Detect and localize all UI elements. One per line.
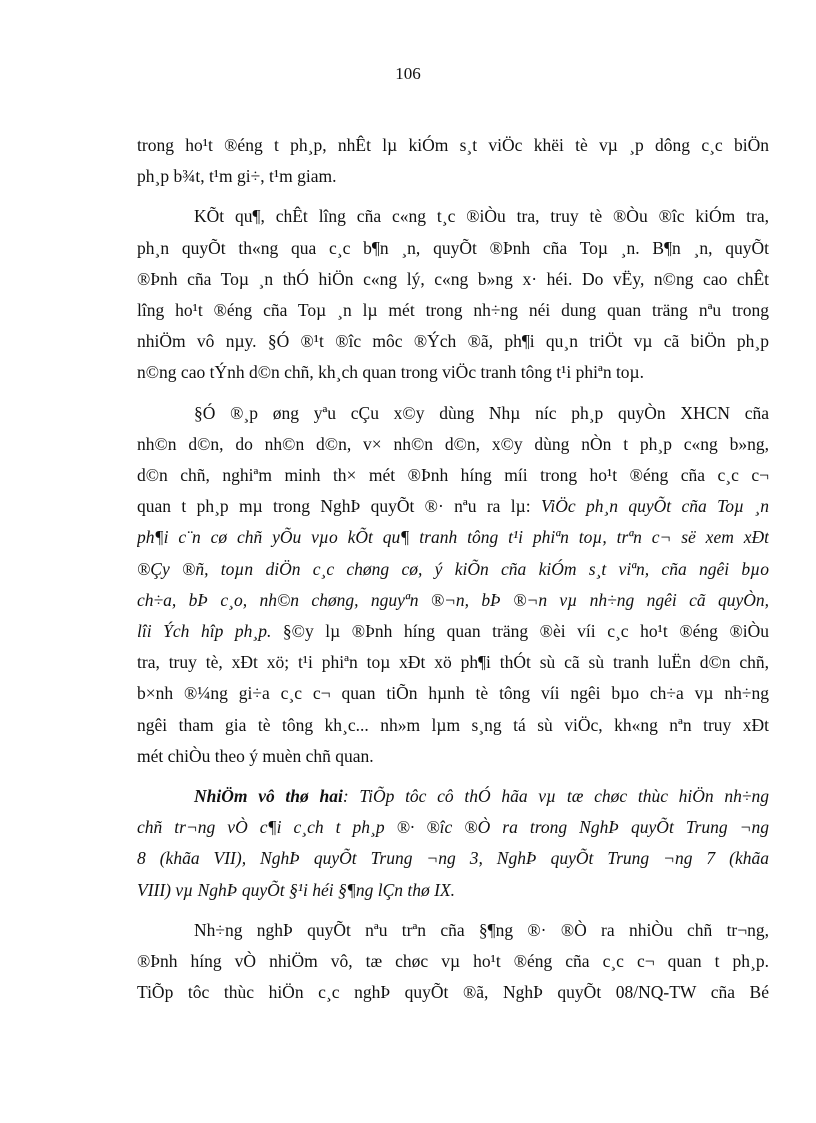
italic-line: VIII) vµ NghÞ quyÕt §¹i héi §¶ng lÇn thø IX.	[137, 879, 456, 900]
text-line: ph¸n quyÕt th«ng qua c¸c b¶n ¸n, quyÕt ®Þnh cña Toµ ¸n. B¶n ¸n, quyÕt	[137, 237, 769, 258]
text-line: n©ng cao tÝnh d©n chñ, kh¸ch quan trong viÖc tranh tông t¹i phiªn toµ.	[137, 362, 645, 383]
text-line: mét chiÒu theo ý muèn chñ quan.	[137, 745, 374, 766]
paragraph-1	[137, 130, 769, 192]
page-number: 106	[395, 64, 421, 83]
italic-line: ch÷a, bÞ c¸o, nh©n chøng, nguyªn ®¬n, bÞ ®¬n vµ nh÷ng ngêi cã quyÒn,	[137, 589, 769, 610]
text-line: nhiÖm vô nµy. §Ó ®¹t ®îc môc ®Ých ®ã, ph¶i qu¸n triÖt vµ cã biÖn ph¸p	[137, 331, 769, 352]
italic-line: ph¶i c¨n cø chñ yÕu vµo kÕt qu¶ tranh tông t¹i phiªn toµ, trªn c¬ së xem xÐt	[137, 527, 769, 548]
text-line: TiÕp tôc thùc hiÖn c¸c nghÞ quyÕt ®ã, NghÞ quyÕt 08/NQ-TW cña Bé	[137, 982, 769, 1003]
paragraph-4	[137, 781, 769, 906]
italic-line: chñ tr¬ng vÒ c¶i c¸ch t ph¸p ®· ®îc ®Ò ra trong NghÞ quyÕt Trung ¬ng	[137, 817, 769, 838]
text-line: nh©n d©n, do nh©n d©n, v× nh©n d©n, x©y dùng nÒn t ph¸p c«ng b»ng,	[137, 433, 769, 454]
italic-text: lîi Ých hîp ph¸p.	[137, 621, 283, 642]
text-line: ®Þnh cña Toµ ¸n thÓ hiÖn c«ng lý, c«ng b»ng x· héi. Do vËy, n©ng cao chÊt	[137, 268, 769, 289]
text-segment: §©y lµ ®Þnh híng quan träng ®èi víi c¸c ho¹t ®éng ®iÒu	[282, 621, 769, 642]
text-line	[137, 491, 769, 522]
text-line: §Ó ®¸p øng yªu cÇu x©y dùng Nhµ níc ph¸p quyÒn XHCN cña	[194, 402, 769, 423]
text-line: Nh÷ng nghÞ quyÕt nªu trªn cña §¶ng ®· ®Ò ra nhiÒu chñ tr¬ng,	[194, 919, 769, 940]
text-line: ®Þnh híng vÒ nhiÖm vô, tæ chøc vµ ho¹t ®éng cña c¸c c¬ quan t ph¸p.	[137, 951, 769, 972]
text-line	[137, 781, 769, 812]
text-line: b×nh ®¼ng gi÷a c¸c c¬ quan tiÕn hµnh tè tông víi ngêi bµo ch÷a vµ nh÷ng	[137, 683, 769, 704]
text-segment: quan t ph¸p mµ trong NghÞ quyÕt ®· nªu ra lµ:	[137, 496, 541, 517]
document-body	[137, 130, 769, 1008]
text-line: d©n chñ, nghiªm minh th× mét ®Þnh híng míi trong ho¹t ®éng cña c¸c c¬	[137, 465, 769, 486]
section-heading: NhiÖm vô thø hai	[194, 786, 343, 807]
paragraph-3	[137, 398, 769, 772]
text-segment: : TiÕp tôc cô thÓ hãa vµ tæ chøc thùc hiÖn nh÷ng	[342, 786, 769, 807]
text-line: KÕt qu¶, chÊt lîng cña c«ng t¸c ®iÒu tra, truy tè ®Òu ®îc kiÓm tra,	[194, 206, 769, 227]
italic-text: ViÖc ph¸n quyÕt cña Toµ ¸n	[540, 496, 769, 517]
text-line	[137, 616, 769, 647]
paragraph-5	[137, 915, 769, 1009]
text-line: tra, truy tè, xÐt xö; t¹i phiªn toµ xÐt xö ph¶i thÓt sù cã sù tranh luËn d©n chñ,	[137, 652, 769, 673]
text-line: ngêi tham gia tè tông kh¸c... nh»m lµm s¸ng tá sù viÖc, kh«ng nªn truy xÐt	[137, 714, 769, 735]
paragraph-2	[137, 201, 769, 388]
italic-line: ®Çy ®ñ, toµn diÖn c¸c chøng cø, ý kiÕn cña kiÓm s¸t viªn, cña ngêi bµo	[137, 558, 769, 579]
italic-line: 8 (khãa VII), NghÞ quyÕt Trung ¬ng 3, NghÞ quyÕt Trung ¬ng 7 (khãa	[137, 848, 769, 869]
text-line: lîng ho¹t ®éng cña Toµ ¸n lµ mét trong nh÷ng néi dung quan träng nªu trong	[137, 300, 769, 321]
text-line: ph¸p b¾t, t¹m gi÷, t¹m giam.	[137, 166, 337, 187]
text-line: trong ho¹t ®éng t ph¸p, nhÊt lµ kiÓm s¸t viÖc khëi tè vµ ¸p dông c¸c biÖn	[137, 135, 769, 155]
